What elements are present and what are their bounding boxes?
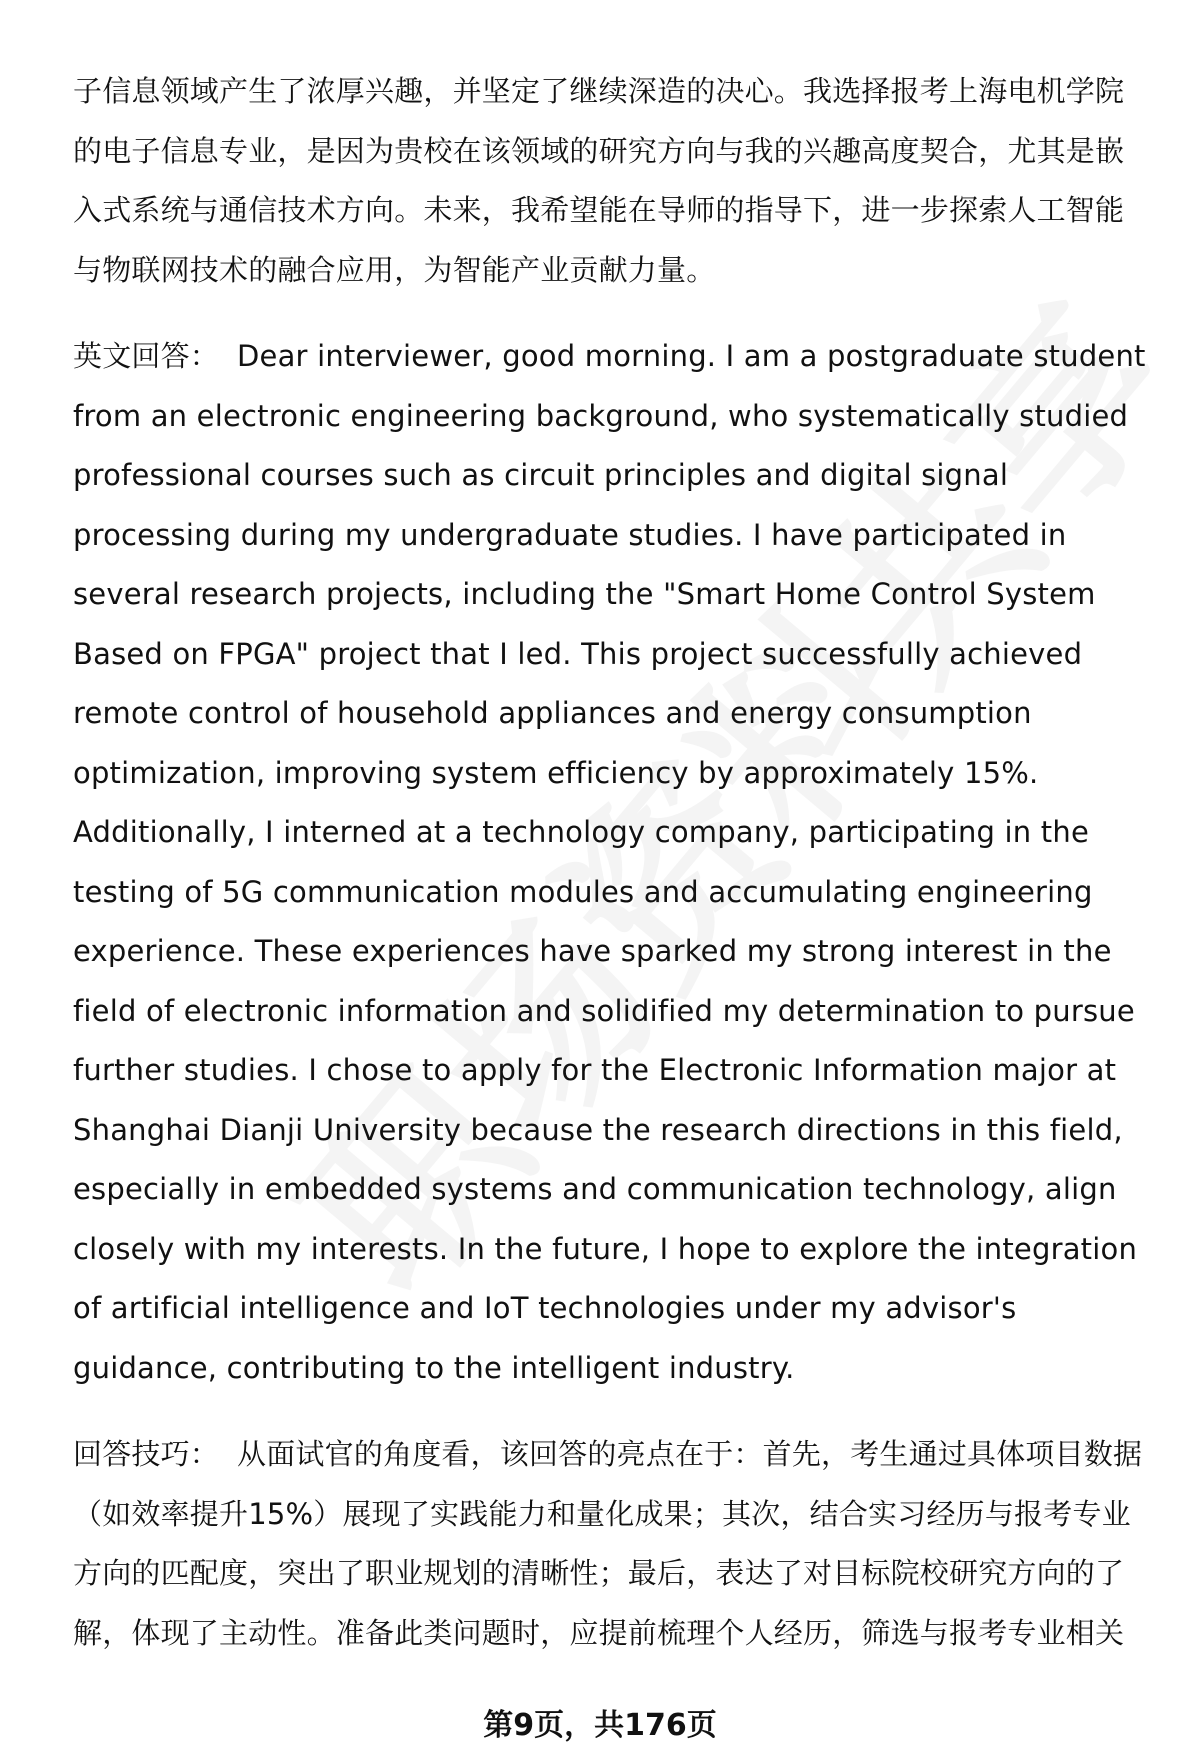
document-body [73, 62, 1153, 1663]
paragraph-text: 从面试官的角度看，该回答的亮点在于：首先，考生通过具体项目数据（如效率提升15%）展现了实践能力和量化成果；其次，结合实习经历与报考专业方向的匹配度，突出了职业规划的清晰性；最后，表达了对目标院校研究方向的了解，体现了主动性。准备此类问题时，应提前梳理个人经历，筛选与报考专业相关 [73, 1437, 1143, 1650]
paragraph-label: 回答技巧： [73, 1437, 220, 1471]
page-number-footer: 第9页，共176页 [483, 1708, 717, 1743]
paragraph-text: 子信息领域产生了浓厚兴趣，并坚定了继续深造的决心。我选择报考上海电机学院的电子信息专业，是因为贵校在该领域的研究方向与我的兴趣高度契合，尤其是嵌入式系统与通信技术方向。未来，我希望能在导师的指导下，进一步探索人工智能与物联网技术的融合应用，为智能产业贡献力量。 [73, 74, 1125, 287]
paragraph-intro-continued [73, 62, 1153, 300]
paragraph-label: 英文回答： [73, 339, 220, 373]
paragraph-answer-tips [73, 1425, 1153, 1663]
paragraph-text: Dear interviewer, good morning. I am a postgraduate student from an electronic engineering background, who systematically studied professional courses such as circuit principles and digital signal processing during my undergraduate studies. I have participated in several research projects, including the "Smart Home Control System Based on FPGA" project that I led. This project successfully achieved remote control of household appliances and energy consumption optimization, improving system efficiency by approximately 15%. Additionally, I interned at a technology company, participating in the testing of 5G communication modules and accumulating engineering experience. These experiences have sparked my strong interest in the field of electronic information and solidified my determination to pursue further studies. I chose to apply for the Electronic Information major at Shanghai Dianji University because the research directions in this field, especially in embedded systems and communication technology, align closely with my interests. In the future, I hope to explore the integration of artificial intelligence and IoT technologies under my advisor's guidance, contributing to the intelligent industry. [73, 339, 1146, 1385]
paragraph-english-answer [73, 327, 1153, 1398]
